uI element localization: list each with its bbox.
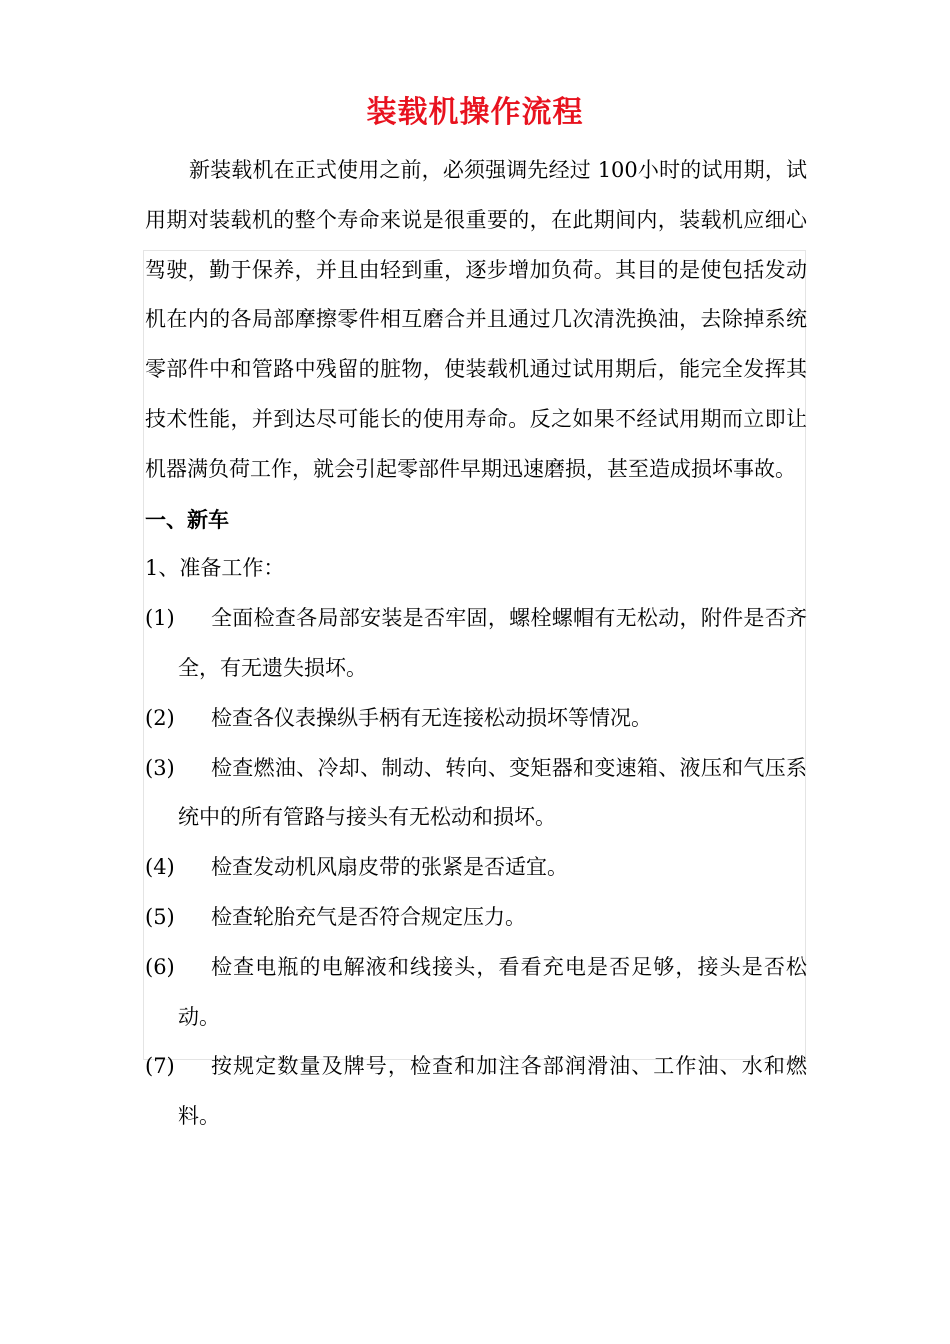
list-item-number: (4) [145, 855, 175, 880]
list-item [145, 843, 807, 893]
list-item-number: (3) [145, 755, 175, 780]
list-item-text: 检查电瓶的电解液和线接头，看看充电是否足够，接头是否松动。 [178, 954, 807, 1029]
list-item-text: 检查燃油、冷却、制动、转向、变矩器和变速箱、液压和气压系统中的所有管路与接头有无松动和损坏。 [178, 755, 807, 830]
list-item-number: (5) [145, 904, 175, 929]
list-item-text: 检查轮胎充气是否符合规定压力。 [211, 904, 526, 929]
list-item [145, 1042, 807, 1142]
list-item [145, 694, 807, 744]
list-item-text: 按规定数量及牌号，检查和加注各部润滑油、工作油、水和燃料。 [178, 1054, 807, 1129]
list-item-number: (6) [145, 954, 175, 979]
list-item-text: 检查各仪表操纵手柄有无连接松动损坏等情况。 [211, 705, 652, 730]
list-item [145, 943, 807, 1043]
document-title: 装载机操作流程 [366, 95, 584, 130]
section-heading: 一、新车 [145, 506, 229, 532]
subsection-heading: 1、准备工作： [145, 556, 285, 581]
intro-paragraph: 新装载机在正式使用之前，必须强调先经过 100小时的试用期，试用期对装载机的整个寿命来说是很重要的，在此期间内，装载机应细心驾驶，勤于保养，并且由轻到重，逐步增加负荷。其目的是使包括发动机在内的各局部摩擦零件相互磨合并且通过几次清洗换油，去除掉系统零部件中和管路中残留的脏物，使装载机通过试用期后，能完全发挥其技术性能，并到达尽可能长的使用寿命。反之如果不经试用期而立即让机器满负荷工作，就会引起零部件早期迅速磨损，甚至造成损坏事故。 [145, 158, 807, 481]
list-item-number: (2) [145, 705, 175, 730]
list-item-number: (7) [145, 1054, 175, 1079]
list-item [145, 594, 807, 694]
list-item-text: 全面检查各局部安装是否牢固，螺栓螺帽有无松动，附件是否齐全，有无遗失损坏。 [178, 606, 807, 680]
document-body [145, 146, 807, 1142]
list-item [145, 744, 807, 844]
list-item-text: 检查发动机风扇皮带的张紧是否适宜。 [211, 855, 568, 880]
list-item-number: (1) [145, 606, 175, 631]
list-item [145, 893, 807, 943]
